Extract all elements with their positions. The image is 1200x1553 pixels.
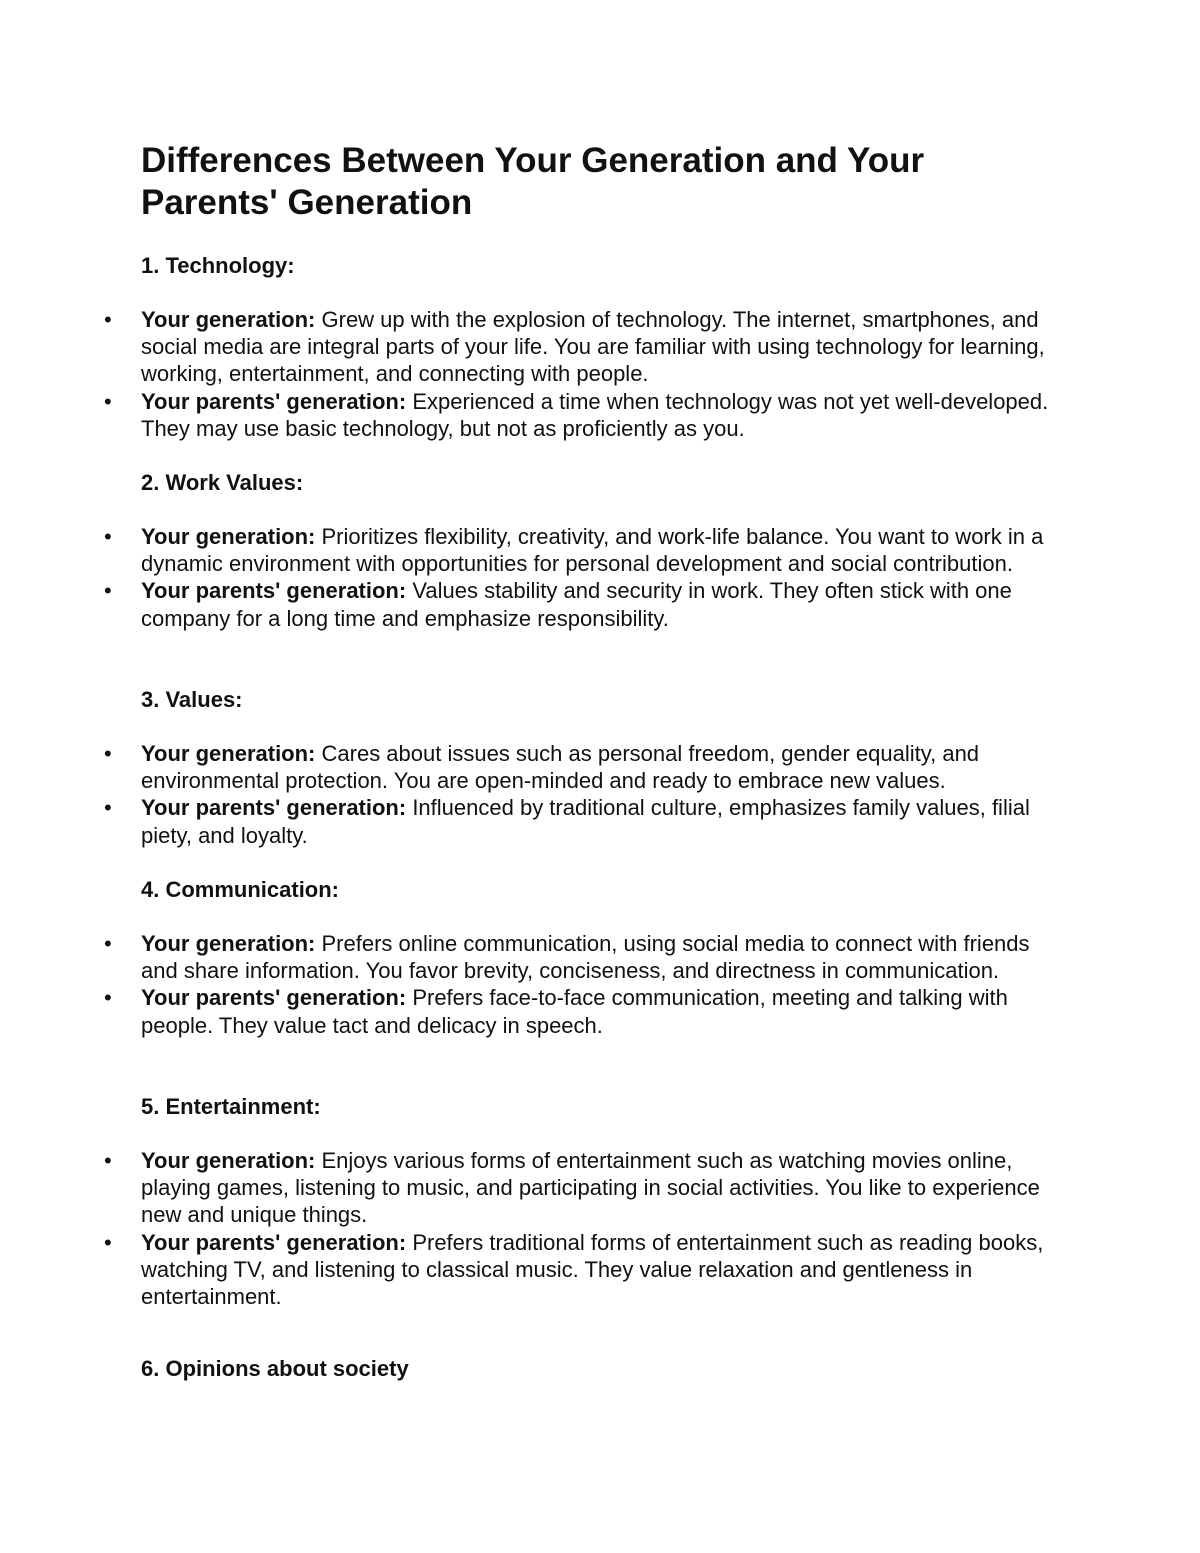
bullet-label: Your parents' generation:	[141, 1229, 407, 1255]
bullet-text: Enjoys various forms of entertainment such as watching movies online, playing games, listening to music, and participating in social activities. You like to experience new and unique things.	[141, 1148, 1040, 1228]
section-heading: 5. Entertainment:	[141, 1094, 321, 1119]
bullet-list	[0, 740, 1200, 849]
bullet-label: Your generation:	[141, 741, 316, 766]
section-heading: 3. Values:	[141, 687, 243, 712]
bullet-icon: •	[104, 578, 112, 604]
list-item	[0, 984, 1061, 1038]
bullet-text: Grew up with the explosion of technology. The internet, smartphones, and social media are integral parts of your life. You are familiar with using technology for learning, working, entertainment, and connecting with people.	[141, 307, 1045, 387]
bullet-icon: •	[104, 795, 112, 821]
list-item	[0, 1147, 1061, 1229]
bullet-label: Your parents' generation:	[141, 388, 407, 414]
bullet-label: Your generation:	[141, 1148, 316, 1173]
list-item	[0, 930, 1061, 984]
list-item	[0, 577, 1061, 631]
bullet-label: Your parents' generation:	[141, 795, 407, 821]
bullet-text: Prefers face-to-face communication, meeting and talking with people. They value tact and delicacy in speech.	[141, 985, 1008, 1038]
list-item	[0, 740, 1061, 794]
bullet-list	[0, 930, 1200, 1039]
bullet-text: Prefers online communication, using social media to connect with friends and share information. You favor brevity, conciseness, and directness in communication.	[141, 931, 1030, 984]
document-title: Differences Between Your Generation and Your Parents' Generation	[141, 141, 925, 222]
bullet-text: Influenced by traditional culture, emphasizes family values, filial piety, and loyalty.	[141, 795, 1030, 848]
section-heading: 2. Work Values:	[141, 470, 304, 495]
bullet-label: Your parents' generation:	[141, 578, 407, 604]
bullet-text: Cares about issues such as personal freedom, gender equality, and environmental protection. You are open-minded and ready to embrace new values.	[141, 741, 980, 794]
bullet-text: Prefers traditional forms of entertainment such as reading books, watching TV, and listening to classical music. They value relaxation and gentleness in entertainment.	[141, 1229, 1044, 1310]
section-heading: 4. Communication:	[141, 877, 340, 902]
list-item	[0, 1229, 1061, 1311]
bullet-icon: •	[104, 985, 112, 1011]
bullet-label: Your parents' generation:	[141, 985, 407, 1011]
bullet-icon: •	[104, 931, 112, 956]
bullet-label: Your generation:	[141, 307, 316, 332]
bullet-label: Your generation:	[141, 931, 316, 956]
bullet-icon: •	[104, 741, 112, 766]
bullet-icon: •	[104, 1148, 112, 1173]
list-item	[0, 388, 1061, 442]
bullet-icon: •	[104, 388, 112, 414]
bullet-label: Your generation:	[141, 524, 316, 549]
bullet-list	[0, 306, 1200, 442]
bullet-text: Prioritizes flexibility, creativity, and work-life balance. You want to work in a dynamic environment with opportunities for personal development and social contribution.	[141, 524, 1044, 577]
bullet-text: Values stability and security in work. They often stick with one company for a long time and emphasize responsibility.	[141, 578, 1012, 631]
bullet-text: Experienced a time when technology was not yet well-developed. They may use basic technology, but not as proficiently as you.	[141, 388, 1049, 441]
list-item	[0, 306, 1061, 388]
bullet-icon: •	[104, 1229, 112, 1255]
list-item	[0, 794, 1061, 848]
bullet-icon: •	[104, 307, 112, 332]
bullet-list	[0, 1147, 1200, 1310]
section-heading: 6. Opinions about society	[141, 1356, 409, 1381]
bullet-icon: •	[104, 524, 112, 549]
list-item	[0, 523, 1061, 577]
bullet-list	[0, 523, 1200, 632]
section-heading: 1. Technology:	[141, 253, 295, 278]
